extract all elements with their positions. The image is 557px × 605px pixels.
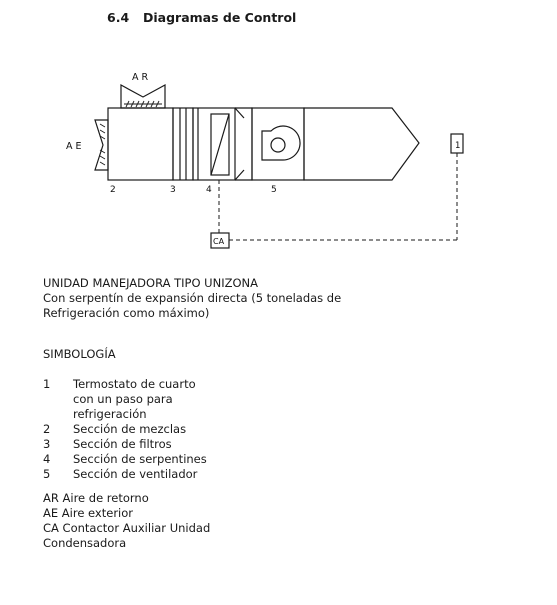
control-diagram <box>0 0 557 270</box>
section-5-label: 5 <box>271 185 277 195</box>
symbology-list <box>43 377 213 482</box>
legend-ae: AE Aire exterior <box>43 506 134 520</box>
section-4-label: 4 <box>206 185 212 195</box>
list-item <box>43 422 213 437</box>
thermostat-label: 1 <box>455 141 461 151</box>
filter-section <box>173 108 193 180</box>
list-item <box>43 377 213 422</box>
item-text: Termostato de cuarto con un paso para refrigeración <box>73 377 196 421</box>
legend-ca: CA Contactor Auxiliar Unidad Condensadora <box>43 521 211 550</box>
return-air-damper <box>121 85 165 108</box>
symbology-heading: SIMBOLOGÍA <box>43 347 116 361</box>
list-item <box>43 452 213 467</box>
section-2-label: 2 <box>110 185 116 195</box>
item-number: 4 <box>43 452 51 466</box>
item-number: 3 <box>43 437 51 451</box>
item-number: 1 <box>43 377 51 391</box>
item-number: 5 <box>43 467 51 481</box>
item-text: Sección de serpentines <box>73 452 207 466</box>
outside-air-damper <box>95 120 108 170</box>
item-text: Sección de filtros <box>73 437 172 451</box>
list-item <box>43 437 213 452</box>
section-title: Diagramas de Control <box>143 10 297 25</box>
unit-heading: UNIDAD MANEJADORA TIPO UNIZONA <box>43 276 258 290</box>
fan-section <box>235 108 304 180</box>
return-air-label: A R <box>132 72 149 83</box>
unit-detail: Con serpentín de expansión directa (5 toneladas de Refrigeración como máximo) <box>43 291 342 320</box>
item-text: Sección de mezclas <box>73 422 187 436</box>
item-number: 2 <box>43 422 51 436</box>
outside-air-label: A E <box>66 141 82 152</box>
unit-description <box>43 276 343 321</box>
section-3-label: 3 <box>170 185 176 195</box>
list-item <box>43 467 213 482</box>
item-text: Sección de ventilador <box>73 467 198 481</box>
section-number: 6.4 <box>107 10 130 25</box>
discharge-outlet <box>304 108 419 180</box>
contactor-label: CA <box>213 237 225 246</box>
control-wiring <box>219 153 457 240</box>
coil-section <box>193 108 235 180</box>
mixing-section <box>108 108 173 180</box>
legend-ar: AR Aire de retorno <box>43 491 149 505</box>
abbreviation-legend <box>43 491 233 551</box>
